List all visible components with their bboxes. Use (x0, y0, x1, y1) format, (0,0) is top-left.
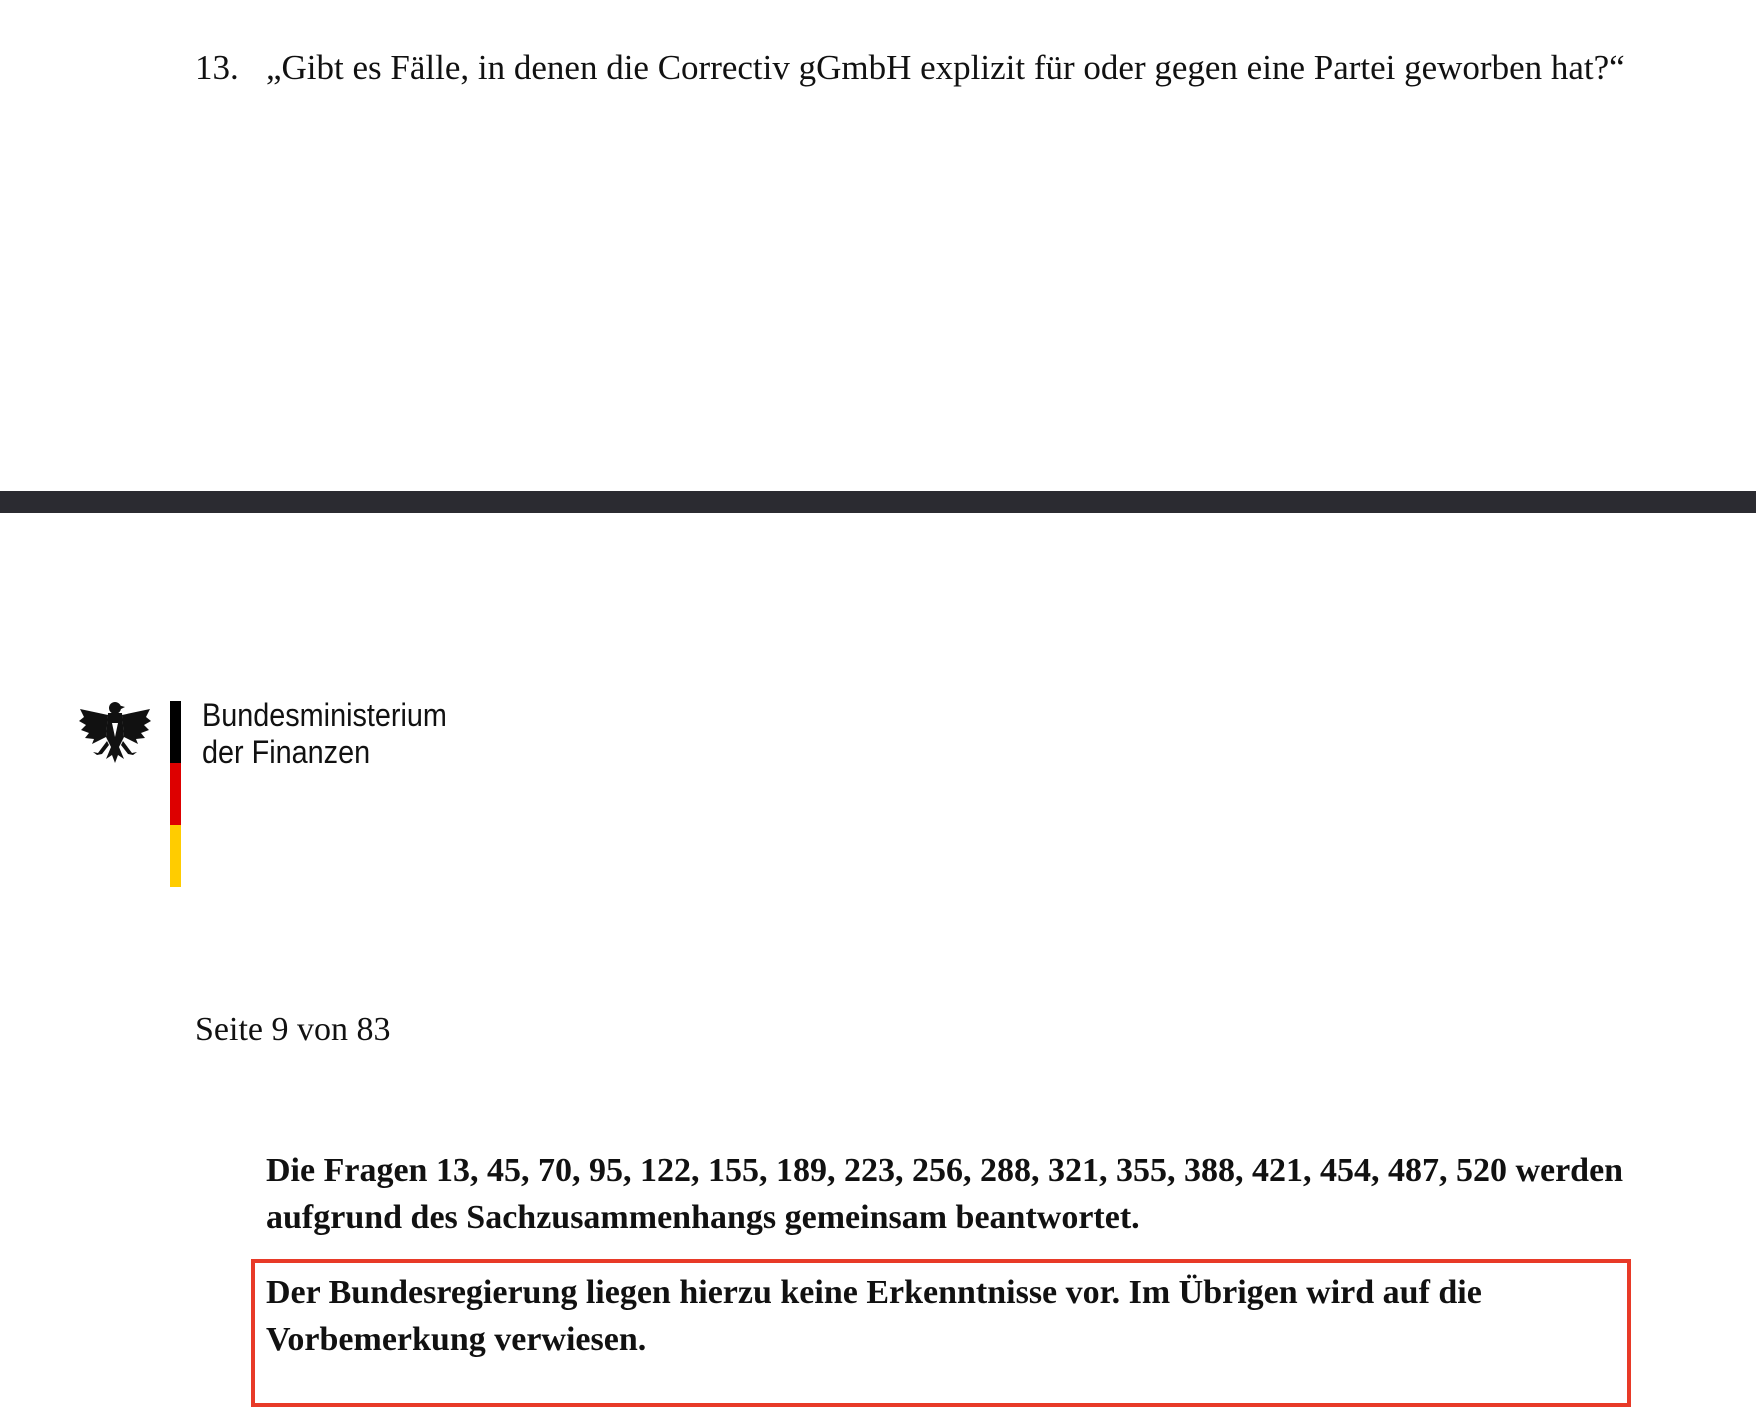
question-item (195, 44, 1675, 91)
ministry-name (202, 697, 447, 771)
ministry-name-line2: der Finanzen (202, 734, 371, 770)
answer-intro: Die Fragen 13, 45, 70, 95, 122, 155, 189, 223, 256, 288, 321, 355, 388, 421, 454, 487, 520 werden aufgrund des Sachzusammenhangs gemeinsam beantwortet. (266, 1152, 1624, 1236)
federal-eagle-icon (78, 697, 152, 767)
ministry-logo (78, 697, 478, 889)
question-number: 13. (195, 48, 239, 87)
highlighted-answer-text: Der Bundesregierung liegen hierzu keine Erkenntnisse vor. Im Übrigen wird auf die Vorbemerkung verwiesen. (266, 1274, 1482, 1358)
flag-black-stripe (170, 701, 181, 763)
flag-gold-stripe (170, 825, 181, 887)
page-divider (0, 491, 1756, 513)
question-text: „Gibt es Fälle, in denen die Correctiv gGmbH explizit für oder gegen eine Partei geworben hat?“ (266, 48, 1625, 87)
flag-red-stripe (170, 763, 181, 825)
ministry-name-line1: Bundesministerium (202, 697, 447, 733)
highlighted-answer-box (251, 1259, 1631, 1407)
page-number: Seite 9 von 83 (195, 1011, 391, 1048)
flag-bar (170, 701, 181, 887)
